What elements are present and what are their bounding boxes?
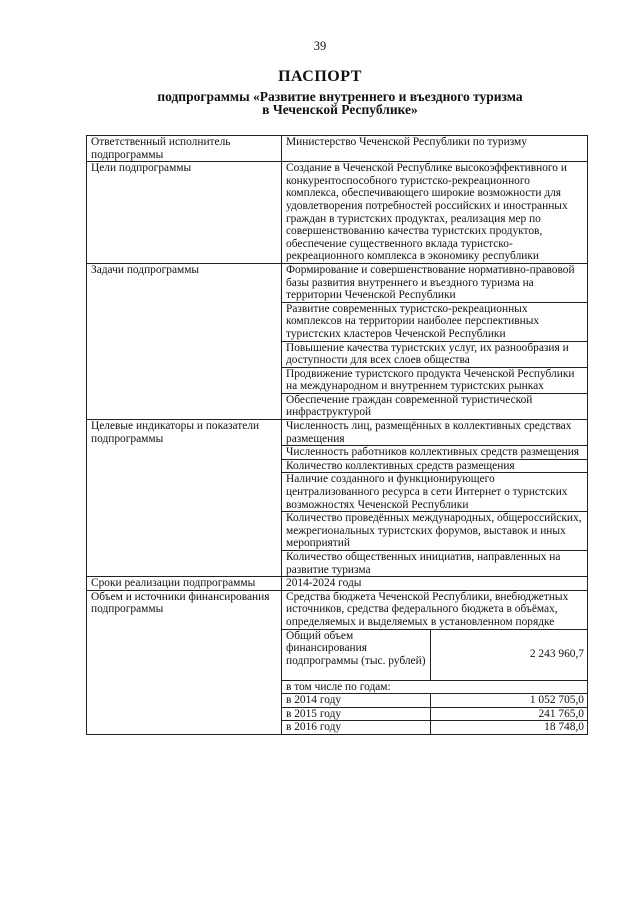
row-label: Целевые индикаторы и показатели подпрограммы <box>87 420 282 577</box>
row-label: Цели подпрограммы <box>87 162 282 264</box>
document-subtitle <box>120 90 560 116</box>
document-title: ПАСПОРТ <box>278 68 362 85</box>
task-item: Повышение качества туристских услуг, их разнообразия и доступности для всех слоев общества <box>282 341 588 367</box>
row-indicators <box>87 420 588 446</box>
financing-total-value: 2 243 960,7 <box>431 630 588 681</box>
financing-year-label: в 2014 году <box>282 694 431 708</box>
subtitle-line-1: подпрограммы «Развитие внутреннего и въездного туризма <box>157 89 523 104</box>
indicator-item: Количество проведённых международных, общероссийских, межрегиональных туристских форумов, выставок и иных мероприятий <box>282 512 588 551</box>
financing-year-row <box>282 721 587 734</box>
row-label: Сроки реализации подпрограммы <box>87 577 282 591</box>
financing-intro: Средства бюджета Чеченской Республики, внебюджетных источников, средства федерального бюджета в объёмах, определяемых и выделяемых в установленном порядке <box>282 590 588 629</box>
indicator-item: Количество общественных инициатив, направленных на развитие туризма <box>282 551 588 577</box>
financing-year-label: в 2015 году <box>282 707 431 721</box>
task-item: Продвижение туристского продукта Чеченской Республики на международном и внутреннем туристских рынках <box>282 367 588 393</box>
financing-total-row <box>282 630 587 681</box>
financing-year-row <box>282 707 587 721</box>
task-item: Развитие современных туристско-рекреационных комплексов на территории наиболее перспективных туристских кластеров Чеченской Республики <box>282 302 588 341</box>
row-label: Ответственный исполнитель подпрограммы <box>87 136 282 162</box>
financing-by-years-row <box>282 680 587 694</box>
row-label: Задачи подпрограммы <box>87 263 282 419</box>
subtitle-line-2: в Чеченской Республике» <box>262 102 418 117</box>
row-value: 2014-2024 годы <box>282 577 588 591</box>
financing-year-value: 241 765,0 <box>431 707 588 721</box>
row-tasks <box>87 263 588 302</box>
row-terms <box>87 577 588 591</box>
financing-year-value: 18 748,0 <box>544 721 584 734</box>
financing-year-value: 1 052 705,0 <box>431 694 588 708</box>
indicator-item: Численность работников коллективных средств размещения <box>282 446 588 460</box>
financing-total-label: Общий объем финансирования подпрограммы (тыс. рублей) <box>282 630 431 681</box>
indicator-item: Количество коллективных средств размещения <box>282 459 588 473</box>
financing-year-label: в 2016 году <box>282 721 431 734</box>
financing-year-row <box>282 694 587 708</box>
indicator-item: Численность лиц, размещённых в коллективных средствах размещения <box>282 420 588 446</box>
page-number: 39 <box>313 39 327 53</box>
task-item: Формирование и совершенствование нормативно-правовой базы развития внутреннего и въездного туризма на территории Чеченской Республики <box>282 263 588 302</box>
passport-table <box>86 135 588 735</box>
indicator-item: Наличие созданного и функционирующего централизованного ресурса в сети Интернет о туристских возможностях Чеченской Республики <box>282 473 588 512</box>
row-financing <box>87 590 588 629</box>
financing-breakdown <box>282 629 588 734</box>
financing-by-years-label: в том числе по годам: <box>282 680 587 694</box>
row-value: Министерство Чеченской Республики по туризму <box>282 136 588 162</box>
task-item: Обеспечение граждан современной туристической инфраструктурой <box>282 393 588 419</box>
row-responsible <box>87 136 588 162</box>
financing-table <box>282 630 587 734</box>
row-value: Создание в Чеченской Республике высокоэффективного и конкурентоспособного туристско-рекреационного комплекса, обеспечивающего широкие возможности для удовлетворения потребностей российских и иностранных граждан в туристских продуктах, реализация мер по совершенствованию качества туристских продуктов, обеспечение существенного вклада туристско-рекреационного комплекса в экономику республики <box>282 162 588 264</box>
row-label: Объем и источники финансирования подпрограммы <box>87 590 282 734</box>
row-goals <box>87 162 588 264</box>
